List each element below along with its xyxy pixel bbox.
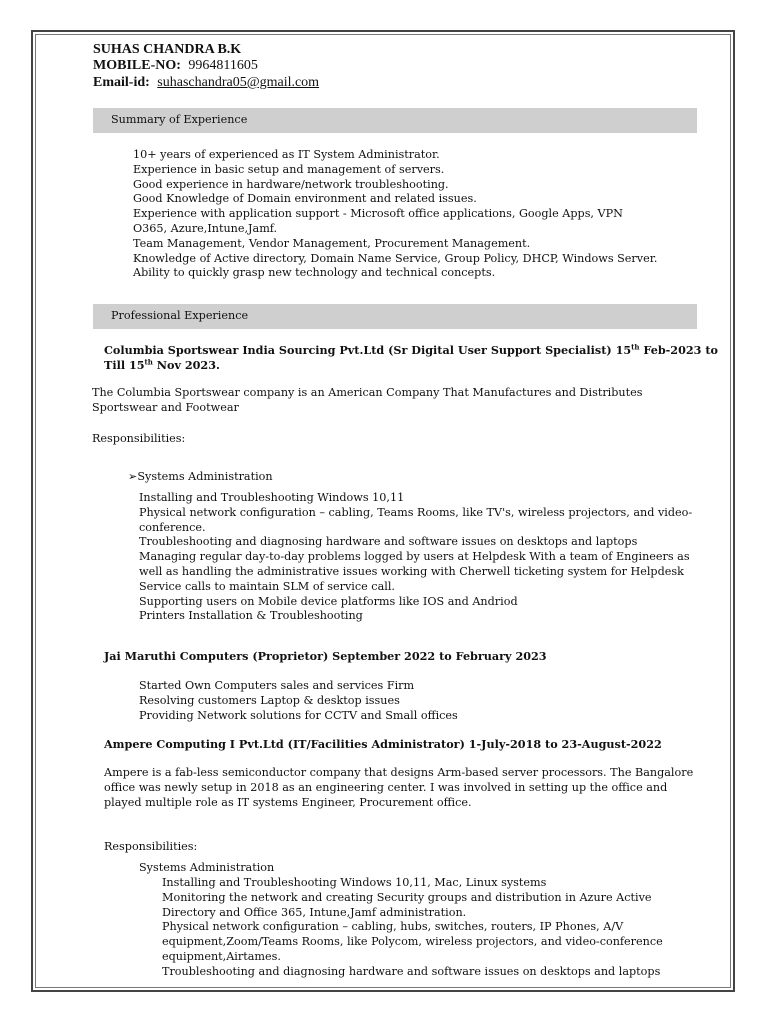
- job2-heading: Jai Maruthi Computers (Proprietor) September 2022 to February 2023: [104, 649, 547, 663]
- list-item: equipment,Airtames.: [162, 949, 281, 963]
- arrow-bullet-icon: ➢: [128, 470, 138, 483]
- list-item: Service calls to maintain SLM of service call.: [139, 579, 395, 593]
- job1-desc-line: The Columbia Sportswear company is an American Company That Manufactures and Distributes: [92, 386, 643, 399]
- list-item: Printers Installation & Troubleshooting: [139, 609, 363, 623]
- job1-desc-line: Sportswear and Footwear: [92, 400, 239, 414]
- email-link[interactable]: suhaschandra05@gmail.com: [157, 75, 320, 90]
- list-item: Supporting users on Mobile device platforms like IOS and Andriod: [139, 594, 518, 608]
- job3-area: Systems Administration: [139, 861, 275, 874]
- job3-desc-line: played multiple role as IT systems Engineer, Procurement office.: [104, 795, 472, 809]
- job3-desc-line: Ampere is a fab-less semiconductor company that designs Arm-based server processors. The Bangalore: [104, 766, 694, 779]
- job1-area: [128, 470, 273, 485]
- professional-heading: Professional Experience: [111, 309, 249, 322]
- email-label: Email-id:: [93, 75, 150, 90]
- job3-items: [162, 876, 663, 980]
- job3-responsibilities-label: Responsibilities:: [104, 840, 198, 853]
- job3-description: [104, 766, 693, 810]
- summary-line: 10+ years of experienced as IT System Administrator.: [133, 148, 440, 161]
- email-line: [93, 75, 319, 91]
- summary-line: Good experience in hardware/network troubleshooting.: [133, 177, 449, 191]
- mobile-label: MOBILE-NO:: [93, 58, 181, 73]
- list-item: Physical network configuration – cabling, Teams Rooms, like TV's, wireless projectors, and video-: [139, 505, 693, 519]
- job1-items: [139, 491, 692, 624]
- job3-heading: Ampere Computing I Pvt.Ltd (IT/Facilities Administrator) 1-July-2018 to 23-August-2022: [104, 737, 662, 751]
- mobile-number: 9964811605: [188, 58, 258, 73]
- job1-description: [92, 386, 643, 416]
- professional-heading-band: [93, 304, 697, 329]
- summary-line: Ability to quickly grasp new technology and technical concepts.: [133, 266, 496, 280]
- list-item: Troubleshooting and diagnosing hardware and software issues on desktops and laptops: [139, 535, 638, 549]
- list-item: Installing and Troubleshooting Windows 10,11, Mac, Linux systems: [162, 876, 547, 889]
- list-item: Managing regular day-to-day problems logged by users at Helpdesk With a team of Engineers as: [139, 550, 690, 564]
- summary-heading: Summary of Experience: [111, 113, 248, 126]
- job1-heading: Columbia Sportswear India Sourcing Pvt.Ltd (Sr Digital User Support Specialist) 15th Feb-2023 to Till 15th Nov 2023.: [104, 342, 718, 372]
- list-item: Started Own Computers sales and services Firm: [139, 679, 415, 692]
- list-item: Resolving customers Laptop & desktop issues: [139, 693, 400, 707]
- job1-area-label: Systems Administration: [137, 470, 273, 483]
- job1-responsibilities-label: Responsibilities:: [92, 432, 186, 445]
- list-item: equipment,Zoom/Teams Rooms, like Polycom, wireless projectors, and video-conference: [162, 935, 663, 949]
- list-item: Providing Network solutions for CCTV and Small offices: [139, 708, 458, 722]
- candidate-name: SUHAS CHANDRA B.K: [93, 42, 242, 57]
- list-item: conference.: [139, 520, 206, 534]
- job2-items: [139, 679, 458, 723]
- list-item: Troubleshooting and diagnosing hardware and software issues on desktops and laptops: [162, 964, 661, 978]
- summary-line: O365, Azure,Intune,Jamf.: [133, 221, 278, 235]
- list-item: Installing and Troubleshooting Windows 10,11: [139, 491, 405, 504]
- summary-line: Good Knowledge of Domain environment and related issues.: [133, 192, 477, 206]
- list-item: Physical network configuration – cabling, hubs, switches, routers, IP Phones, A/V: [162, 920, 624, 934]
- list-item: well as handling the administrative issues working with Cherwell ticketing system for Helpdesk: [139, 564, 684, 578]
- summary-line: Experience with application support - Microsoft office applications, Google Apps, VPN: [133, 207, 623, 221]
- job3-desc-line: office was newly setup in 2018 as an engineering center. I was involved in setting up the office and: [104, 780, 668, 794]
- list-item: Directory and Office 365, Intune,Jamf administration.: [162, 905, 467, 919]
- mobile-line: [93, 58, 258, 74]
- summary-line: Team Management, Vendor Management, Procurement Management.: [133, 236, 531, 250]
- summary-line: Knowledge of Active directory, Domain Name Service, Group Policy, DHCP, Windows Server.: [133, 251, 658, 265]
- summary-list: [133, 148, 657, 281]
- summary-line: Experience in basic setup and management of servers.: [133, 162, 445, 176]
- list-item: Monitoring the network and creating Security groups and distribution in Azure Active: [162, 890, 652, 904]
- summary-heading-band: [93, 108, 697, 133]
